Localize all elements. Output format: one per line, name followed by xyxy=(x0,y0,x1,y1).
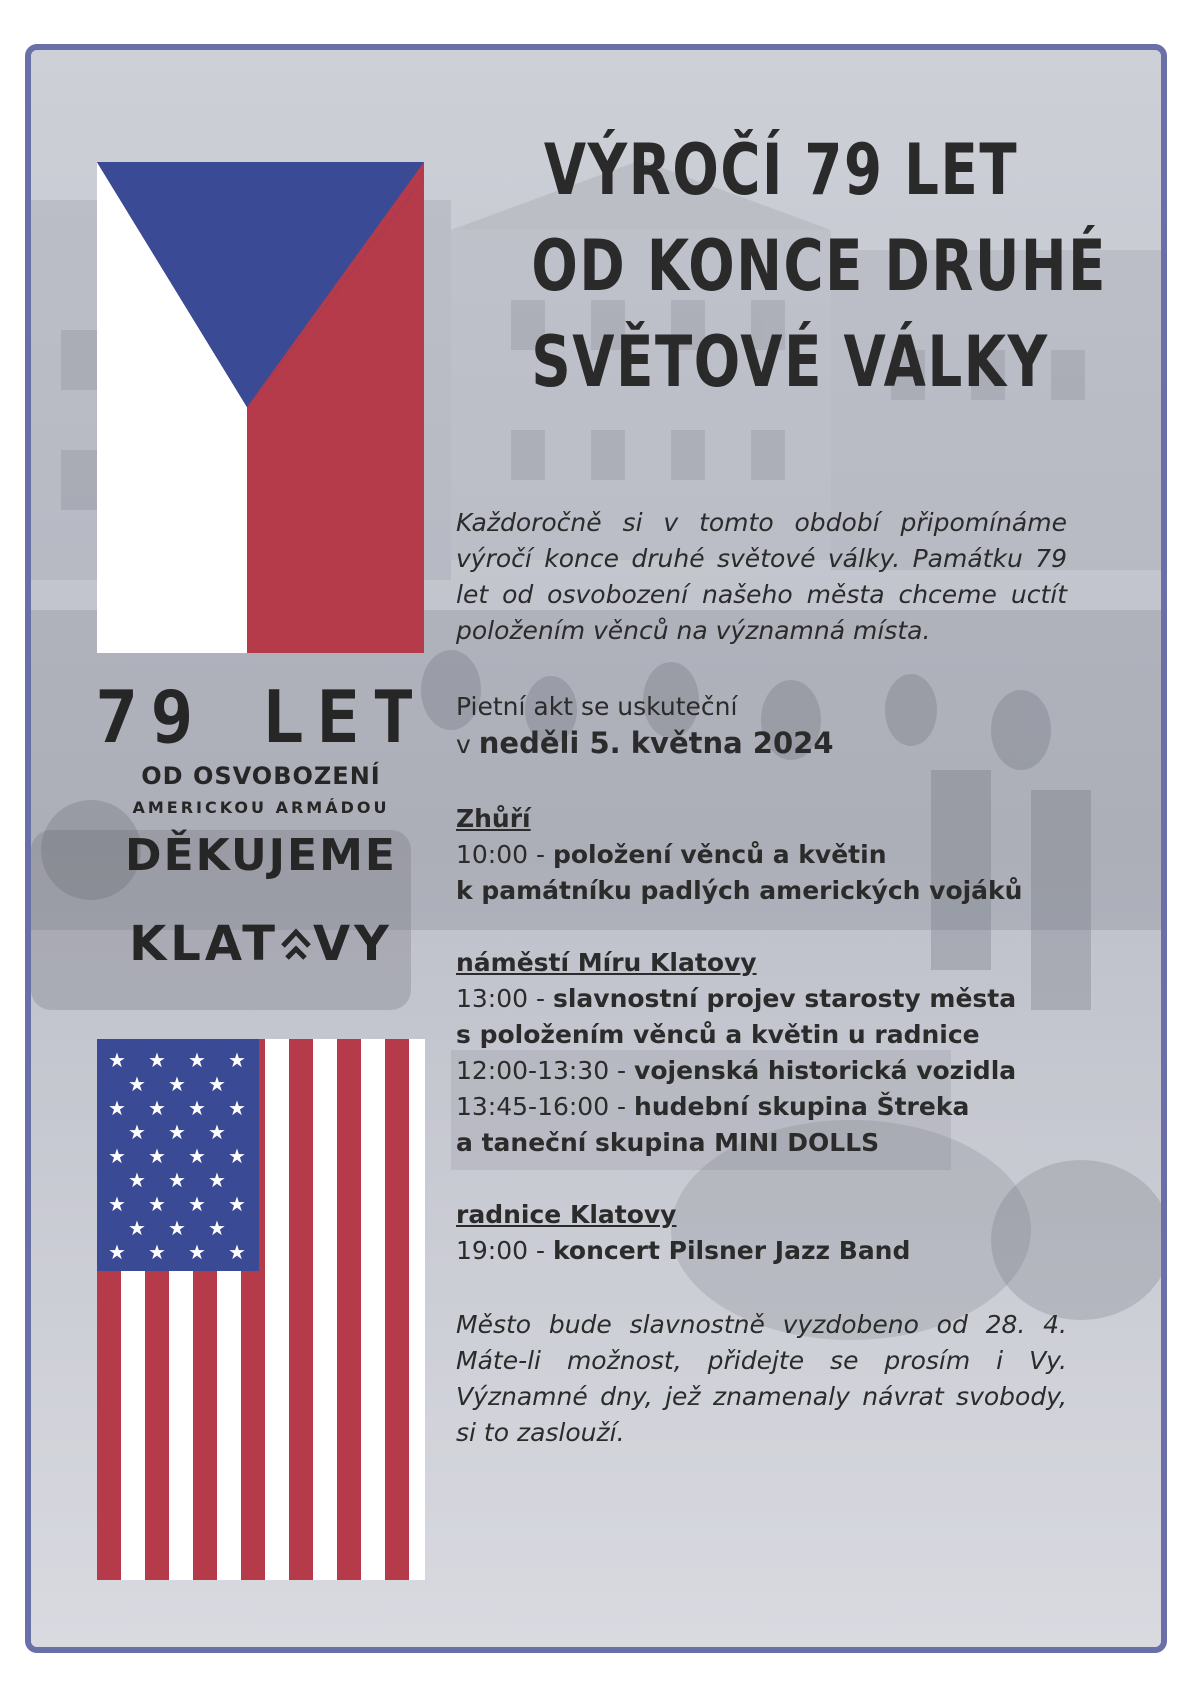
svg-text:★: ★ xyxy=(128,1072,146,1096)
svg-text:★: ★ xyxy=(208,1120,226,1144)
svg-text:★: ★ xyxy=(128,1168,146,1192)
thank-you-label: DĚKUJEME xyxy=(125,830,397,881)
announcement-line: Pietní akt se uskuteční xyxy=(456,692,738,721)
svg-text:★: ★ xyxy=(228,1048,246,1072)
event-radnice-1 xyxy=(456,1233,1067,1269)
place-zhuri: Zhůří xyxy=(456,804,531,833)
event-namesti-1 xyxy=(456,981,1067,1017)
svg-text:★: ★ xyxy=(128,1216,146,1240)
svg-text:★: ★ xyxy=(148,1240,166,1264)
place-namesti: náměstí Míru Klatovy xyxy=(456,948,757,977)
closing-paragraph: Město bude slavnostně vyzdobeno od 28. 4. Máte-li možnost, přidejte se prosím i Vy. Významné dny, jež znamenaly návrat svobody, si to zaslouží. xyxy=(456,1310,1067,1447)
svg-text:★: ★ xyxy=(228,1240,246,1264)
svg-text:★: ★ xyxy=(108,1096,126,1120)
title-line-3: SVĚTOVÉ VÁLKY xyxy=(531,321,1049,403)
event-desc: koncert Pilsner Jazz Band xyxy=(552,1236,911,1265)
svg-text:★: ★ xyxy=(188,1240,206,1264)
event-time: 10:00 - xyxy=(456,840,546,869)
svg-text:★: ★ xyxy=(188,1192,206,1216)
poster xyxy=(25,44,1167,1653)
svg-text:★: ★ xyxy=(228,1144,246,1168)
event-time: 12:00-13:30 - xyxy=(456,1056,627,1085)
klatovy-logo-icon xyxy=(279,924,313,964)
us-flag-icon xyxy=(97,1039,425,1580)
svg-text:★: ★ xyxy=(188,1144,206,1168)
svg-text:★: ★ xyxy=(208,1216,226,1240)
event-time: 19:00 - xyxy=(456,1236,546,1265)
event-desc: položení věnců a květin xyxy=(552,840,887,869)
event-namesti-2 xyxy=(456,1053,1067,1089)
event-zhuri-1 xyxy=(456,837,1067,873)
event-namesti-1-cont xyxy=(456,1017,1067,1053)
svg-text:★: ★ xyxy=(108,1144,126,1168)
svg-text:★: ★ xyxy=(128,1120,146,1144)
army-label: AMERICKOU ARMÁDOU xyxy=(132,798,390,817)
title-line-2: OD KONCE DRUHÉ xyxy=(531,225,1108,307)
svg-text:★: ★ xyxy=(188,1096,206,1120)
svg-text:★: ★ xyxy=(228,1096,246,1120)
svg-text:★: ★ xyxy=(168,1072,186,1096)
intro-paragraph: Každoročně si v tomto období připomínáme výročí konce druhé světové války. Památku 79 let od osvobození našeho města chceme uctít položením věnců na významná místa. xyxy=(456,508,1067,645)
schedule-radnice xyxy=(456,1197,1067,1269)
svg-text:★: ★ xyxy=(168,1216,186,1240)
main-content xyxy=(456,505,1067,1451)
page-title xyxy=(461,122,1108,410)
title-line-1: VÝROČÍ 79 LET xyxy=(543,129,1019,211)
svg-text:★: ★ xyxy=(208,1168,226,1192)
svg-text:★: ★ xyxy=(108,1240,126,1264)
event-time: 13:45-16:00 - xyxy=(456,1092,627,1121)
event-zhuri-1-cont xyxy=(456,873,1067,909)
klatovy-logo-text-start: KLAT xyxy=(129,916,280,972)
svg-text:★: ★ xyxy=(168,1168,186,1192)
event-desc: k památníku padlých amerických vojáků xyxy=(456,876,1023,905)
klatovy-logo-text-end: VY xyxy=(313,916,393,972)
svg-text:★: ★ xyxy=(108,1048,126,1072)
liberation-label: OD OSVOBOZENÍ xyxy=(141,762,381,790)
event-time: 13:00 - xyxy=(456,984,546,1013)
svg-text:★: ★ xyxy=(208,1072,226,1096)
schedule-zhuri xyxy=(456,801,1067,909)
czech-flag-icon xyxy=(97,162,424,653)
event-desc: slavnostní projev starosty města xyxy=(552,984,1017,1013)
svg-text:★: ★ xyxy=(188,1048,206,1072)
svg-text:★: ★ xyxy=(228,1192,246,1216)
event-namesti-3 xyxy=(456,1089,1067,1125)
place-radnice: radnice Klatovy xyxy=(456,1200,677,1229)
event-desc: hudební skupina Štreka xyxy=(634,1092,970,1121)
event-desc: a taneční skupina MINI DOLLS xyxy=(456,1128,880,1157)
svg-text:★: ★ xyxy=(148,1048,166,1072)
svg-text:★: ★ xyxy=(148,1192,166,1216)
announcement-prefix: v xyxy=(456,730,471,759)
event-desc: vojenská historická vozidla xyxy=(634,1056,1017,1085)
klatovy-logo xyxy=(91,916,431,972)
svg-text:★: ★ xyxy=(168,1120,186,1144)
announcement xyxy=(456,689,1067,763)
svg-text:★: ★ xyxy=(108,1192,126,1216)
event-date: neděli 5. května 2024 xyxy=(478,726,834,760)
svg-text:★: ★ xyxy=(148,1096,166,1120)
event-namesti-3-cont xyxy=(456,1125,1067,1161)
event-desc: s položením věnců a květin u radnice xyxy=(456,1020,980,1049)
schedule-namesti xyxy=(456,945,1067,1161)
anniversary-years: 79 LET xyxy=(94,675,428,759)
svg-text:★: ★ xyxy=(148,1144,166,1168)
